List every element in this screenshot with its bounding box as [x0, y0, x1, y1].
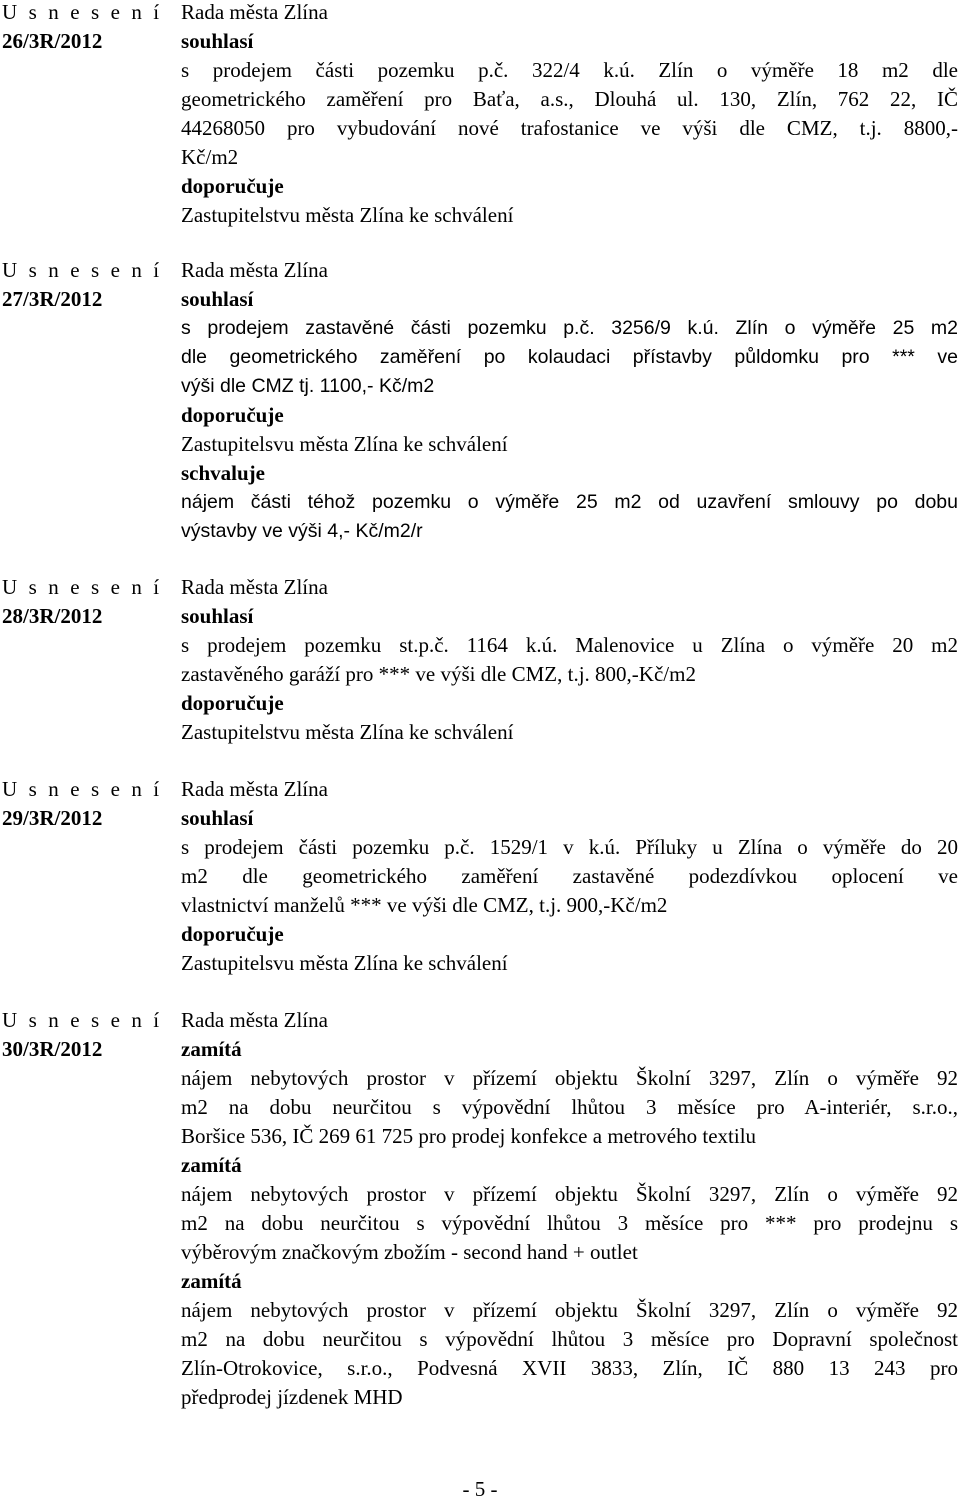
text-line: geometrického zaměření pro Baťa, a.s., Dlouhá ul. 130, Zlín, 762 22, IČ [181, 87, 958, 111]
text-line: Zastupitelstvu města Zlína ke schválení [181, 203, 514, 227]
resolution-label [2, 256, 172, 314]
text-line: Zlín-Otrokovice, s.r.o., Podvesná XVII 3833, Zlín, IČ 880 13 243 pro [181, 1356, 958, 1380]
text-line: nájem části téhož pozemku o výměře 25 m2 od uzavření smlouvy po dobu [181, 491, 958, 513]
resolution-label [2, 1006, 172, 1064]
text-line: předprodej jízdenek MHD [181, 1385, 403, 1409]
text-line: 44268050 pro vybudování nové trafostanice ve výši dle CMZ, t.j. 8800,- [181, 116, 958, 140]
resolution-label [2, 573, 172, 631]
resolution-number: 28/3R/2012 [2, 604, 103, 628]
resolution-heading: U s n e s e n í [2, 258, 163, 282]
verb: doporučuje [181, 403, 284, 427]
text-line: dle geometrického zaměření po kolaudaci přístavby půldomku pro *** ve [181, 346, 958, 368]
text-line: s prodejem zastavěné části pozemku p.č. 3256/9 k.ú. Zlín o výměře 25 m2 [181, 317, 958, 339]
page-number: - 5 - [462, 1477, 498, 1501]
text-line: nájem nebytových prostor v přízemí objektu Školní 3297, Zlín o výměře 92 [181, 1298, 958, 1322]
text-line: m2 na dobu neurčitou s výpovědní lhůtou 3 měsíce pro *** pro prodejnu s [181, 1211, 958, 1235]
text-line: Zastupitelsvu města Zlína ke schválení [181, 432, 508, 456]
text-line: nájem nebytových prostor v přízemí objektu Školní 3297, Zlín o výměře 92 [181, 1066, 958, 1090]
text-line: Boršice 536, IČ 269 61 725 pro prodej konfekce a metrového textilu [181, 1124, 757, 1148]
resolution-heading: U s n e s e n í [2, 1008, 163, 1032]
resolution-body [181, 573, 958, 747]
text-line: výstavby ve výši 4,- Kč/m2/r [181, 520, 423, 542]
authority: Rada města Zlína [181, 258, 328, 282]
text-line: Zastupitelsvu města Zlína ke schválení [181, 951, 508, 975]
resolution-number: 30/3R/2012 [2, 1037, 103, 1061]
text-line: s prodejem části pozemku p.č. 1529/1 v k.ú. Příluky u Zlína o výměře do 20 [181, 835, 958, 859]
text-line: s prodejem části pozemku p.č. 322/4 k.ú. Zlín o výměře 18 m2 dle [181, 58, 958, 82]
text-line: m2 na dobu neurčitou s výpovědní lhůtou 3 měsíce pro A-interiér, s.r.o., [181, 1095, 958, 1119]
resolution-number: 29/3R/2012 [2, 806, 103, 830]
text-line: m2 na dobu neurčitou s výpovědní lhůtou 3 měsíce pro Dopravní společnost [181, 1327, 958, 1351]
authority: Rada města Zlína [181, 0, 328, 24]
resolution-label [2, 775, 172, 833]
text-line: nájem nebytových prostor v přízemí objektu Školní 3297, Zlín o výměře 92 [181, 1182, 958, 1206]
text-line: vlastnictví manželů *** ve výši dle CMZ, t.j. 900,-Kč/m2 [181, 893, 668, 917]
text-line: s prodejem pozemku st.p.č. 1164 k.ú. Malenovice u Zlína o výměře 20 m2 [181, 633, 958, 657]
resolution-body [181, 256, 958, 546]
text-line: Kč/m2 [181, 145, 239, 169]
text-line: m2 dle geometrického zaměření zastavěné podezdívkou oplocení ve [181, 864, 958, 888]
resolution-heading: U s n e s e n í [2, 575, 163, 599]
authority: Rada města Zlína [181, 1008, 328, 1032]
resolution-number: 27/3R/2012 [2, 287, 103, 311]
verb: schvaluje [181, 461, 265, 485]
verb: souhlasí [181, 806, 254, 830]
resolution-heading: U s n e s e n í [2, 777, 163, 801]
resolution-body [181, 775, 958, 978]
verb: souhlasí [181, 287, 254, 311]
verb: zamítá [181, 1037, 242, 1061]
resolution-body [181, 1006, 958, 1412]
verb: souhlasí [181, 29, 254, 53]
text-line: zastavěného garáží pro *** ve výši dle CMZ, t.j. 800,-Kč/m2 [181, 662, 696, 686]
verb: doporučuje [181, 922, 284, 946]
verb: doporučuje [181, 174, 284, 198]
verb: zamítá [181, 1153, 242, 1177]
authority: Rada města Zlína [181, 777, 328, 801]
resolution-number: 26/3R/2012 [2, 29, 103, 53]
resolution-heading: U s n e s e n í [2, 0, 163, 24]
verb: souhlasí [181, 604, 254, 628]
resolution-label [2, 0, 172, 56]
authority: Rada města Zlína [181, 575, 328, 599]
verb: zamítá [181, 1269, 242, 1293]
verb: doporučuje [181, 691, 284, 715]
text-line: Zastupitelstvu města Zlína ke schválení [181, 720, 514, 744]
text-line: výběrovým značkovým zbožím - second hand + outlet [181, 1240, 638, 1264]
resolution-body [181, 0, 958, 230]
text-line: výši dle CMZ tj. 1100,- Kč/m2 [181, 375, 435, 397]
